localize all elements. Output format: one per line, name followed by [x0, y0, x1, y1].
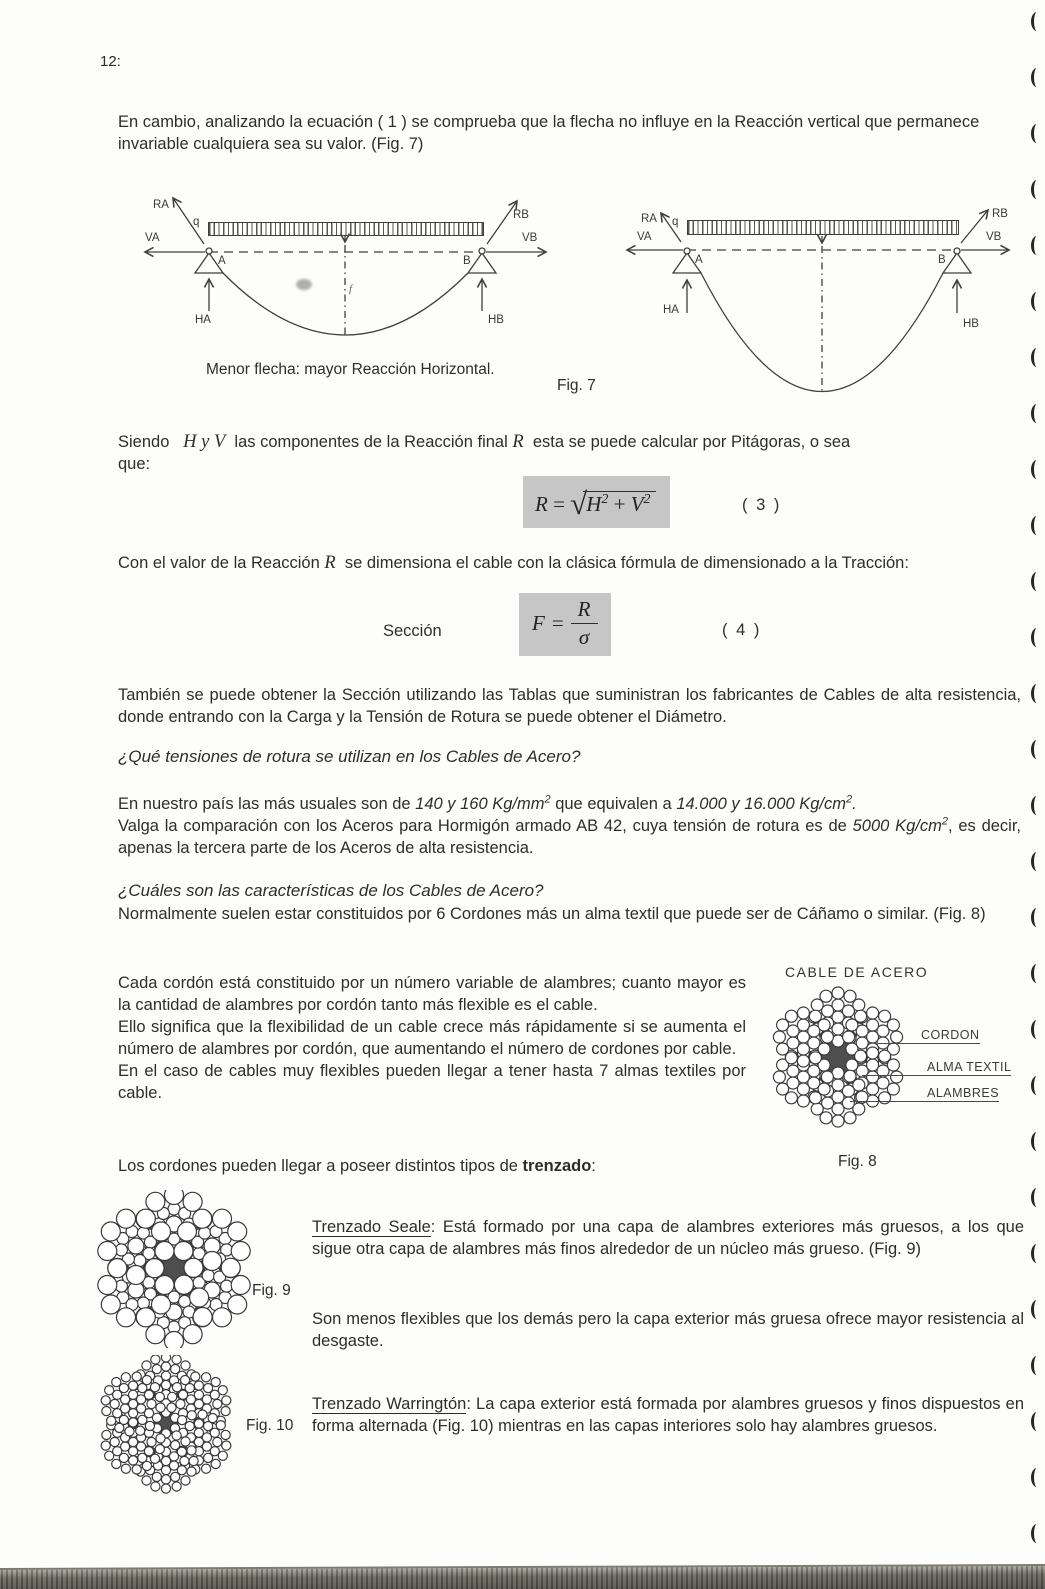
label-f-sag: f: [349, 283, 353, 295]
text-run: que equivalen a: [550, 795, 677, 813]
text-run: , es decir, apenas la tercera parte de los Aceros de alta resistencia.: [118, 817, 1022, 857]
formula3-r: R: [535, 492, 548, 516]
binding-hole-mark: [1031, 1412, 1043, 1431]
superscript: 2: [544, 793, 551, 806]
binding-hole-mark: [1031, 740, 1043, 759]
fig8-label: Fig. 8: [838, 1153, 877, 1170]
fig7-caption: Menor flecha: mayor Reacción Horizontal.: [206, 361, 495, 378]
text-run: Siendo: [118, 433, 170, 451]
label-va: VA: [637, 231, 652, 243]
label-b: B: [463, 255, 471, 267]
normalmente-paragraph: Normalmente suelen estar constituidos por 6 Cordones más un alma textil que puede ser de Cáñamo o similar. (Fig. 8): [118, 905, 986, 923]
fig7-right-diagram: [605, 180, 1035, 425]
tambien-paragraph: También se puede obtener la Sección utilizando las Tablas que suministran los fabricantes de Cables de alta resistencia, donde entrando con la Carga y la Tensión de Rotura se puede obtener el Diámetro.: [118, 686, 1021, 726]
binding-hole-mark: [1031, 124, 1043, 143]
seale-paragraph-2: Son menos flexibles que los demás pero la capa exterior más gruesa ofrece mayor resistencia al desgaste.: [312, 1310, 1024, 1350]
distributed-load-bar: [687, 220, 959, 235]
leader-line: [878, 1043, 921, 1044]
binding-hole-mark: [1031, 1524, 1043, 1543]
label-ra: RA: [641, 213, 657, 225]
formula3-plus: +: [613, 492, 626, 516]
warrington-title: Trenzado Warringtón: [312, 1395, 467, 1413]
binding-hole-mark: [1031, 1132, 1043, 1151]
fig8-cable-cross-section: [765, 984, 915, 1134]
label-q: q: [193, 216, 200, 228]
text-run: esta se puede calcular por Pitágoras, o sea: [532, 433, 851, 451]
fig9-label: Fig. 9: [252, 1282, 291, 1299]
formula4-numerator: R: [577, 597, 591, 621]
sqrt-symbol: √: [570, 486, 588, 521]
label-ha: HA: [663, 304, 679, 316]
binding-hole-mark: [1031, 348, 1043, 367]
trenzado-bold: trenzado: [522, 1157, 592, 1175]
binding-hole-mark: [1031, 796, 1043, 815]
text-run: : Está formado por una capa de alambres exteriores más gruesos, a los que sigue otra capa de alambres más finos alrededor de un núcleo más grueso. (Fig. 9): [312, 1218, 1024, 1258]
formula3-v-exp: 2: [643, 492, 651, 507]
label-hb: HB: [488, 314, 504, 326]
intro-paragraph: En cambio, analizando la ecuación ( 1 ) se comprueba que la flecha no influye en la Reacción vertical que permanece invariable cualquiera sea su valor. (Fig. 7): [118, 113, 980, 153]
fig8-title: CABLE DE ACERO: [785, 964, 929, 980]
cordon-p1: Cada cordón está constituido por un número variable de alambres; cuanto mayor es la cantidad de alambres por cordón tanto más flexible es el cable.: [118, 974, 746, 1014]
text-run: : La capa exterior está formada por alambres gruesos y finos dispuestos en forma alternada (Fig. 10) mientras en las capas interiores solo hay alambres gruesos.: [312, 1395, 1024, 1435]
label-hb: HB: [963, 318, 979, 330]
text-run: En nuestro país las más usuales son de: [118, 795, 416, 813]
text-run: las componentes de la Reacción final: [234, 433, 508, 451]
text-run: y: [201, 432, 210, 452]
text-run: Los cordones pueden llegar a poseer distintos tipos de: [118, 1157, 523, 1175]
formula-3-number: ( 3 ): [742, 496, 782, 514]
binding-hole-mark: [1031, 404, 1043, 423]
label-rb: RB: [513, 209, 529, 221]
text-run-italic: 5000 Kg/cm: [852, 817, 942, 835]
leader-line: [862, 1075, 927, 1076]
fig10-label: Fig. 10: [246, 1417, 294, 1434]
page-number: 12:: [100, 53, 121, 70]
superscript: 2: [941, 815, 948, 828]
cordon-p3: En el caso de cables muy flexibles pueden llegar a tener hasta 7 almas textiles por cable.: [118, 1062, 746, 1102]
scan-bottom-edge: [0, 1564, 1045, 1589]
siendo-paragraph: [118, 431, 1021, 475]
text-run: se dimensiona el cable con la clásica fórmula de dimensionado a la Tracción:: [344, 554, 909, 572]
text-run: que:: [118, 455, 151, 473]
label-vb: VB: [522, 232, 538, 244]
binding-hole-mark: [1031, 1244, 1043, 1263]
formula4-f: F: [532, 611, 545, 635]
label-ra: RA: [153, 199, 169, 211]
label-b: B: [938, 254, 946, 266]
text-run: .: [852, 795, 857, 813]
binding-hole-mark: [1031, 1468, 1043, 1487]
fig9-seale-cross-section: [92, 1190, 260, 1348]
label-va: VA: [145, 232, 160, 244]
formula3-h-exp: 2: [601, 492, 609, 507]
superscript: 2: [846, 793, 853, 806]
label-vb: VB: [986, 231, 1002, 243]
var-r: R: [324, 553, 336, 573]
binding-hole-mark: [1031, 1188, 1043, 1207]
seale-title: Trenzado Seale: [312, 1218, 431, 1236]
warrington-paragraph: [312, 1393, 1024, 1437]
binding-hole-mark: [1031, 1020, 1043, 1039]
binding-hole-mark: [1031, 852, 1043, 871]
binding-hole-mark: [1031, 1076, 1043, 1095]
binding-hole-mark: [1031, 236, 1043, 255]
cordon-p2: Ello significa que la flexibilidad de un cable crece más rápidamente si se aumenta el número de alambres por cordón, que aumentando el número de cordones por cable.: [118, 1018, 746, 1058]
binding-hole-mark: [1031, 684, 1043, 703]
binding-hole-mark: [1031, 1356, 1043, 1375]
formula3-eq: =: [553, 492, 565, 516]
formula-4-box: [519, 593, 611, 656]
fig8-label-cordon: CORDON: [921, 1028, 980, 1042]
binding-hole-mark: [1031, 908, 1043, 927]
seale-paragraph: [312, 1216, 1024, 1260]
binding-hole-mark: [1031, 516, 1043, 535]
binding-hole-mark: [1031, 460, 1043, 479]
var-r: R: [512, 432, 524, 452]
binding-hole-mark: [1031, 628, 1043, 647]
seccion-label: Sección: [383, 622, 442, 640]
formula4-denominator: σ: [578, 625, 590, 649]
binding-hole-mark: [1031, 180, 1043, 199]
formula-4-number: ( 4 ): [722, 621, 762, 639]
fig8-label-alma-textil: ALMA TEXTIL: [927, 1060, 1012, 1074]
binding-hole-mark: [1031, 964, 1043, 983]
label-rb: RB: [992, 208, 1008, 220]
label-ha: HA: [195, 314, 211, 326]
binding-hole-mark: [1031, 1300, 1043, 1319]
formula3-v: V: [630, 492, 644, 516]
question-tensiones: ¿Qué tensiones de rotura se utilizan en los Cables de Acero?: [118, 747, 581, 766]
label-a: A: [218, 255, 226, 267]
fig7-label: Fig. 7: [557, 377, 596, 394]
con-valor-paragraph: [118, 552, 1021, 574]
scan-stain: [296, 279, 312, 290]
text-run-italic: 14.000 y 16.000 Kg/cm: [676, 795, 847, 813]
cordon-paragraphs: [118, 972, 746, 1104]
trenzado-line: [118, 1155, 818, 1177]
question-caracteristicas: ¿Cuáles son las características de los Cables de Acero?: [118, 881, 544, 900]
label-q: q: [672, 216, 679, 228]
binding-hole-mark: [1031, 292, 1043, 311]
text-run: Valga la comparación con los Aceros para Hormigón armado AB 42, cuya tensión de rotura es de: [118, 817, 853, 835]
label-a: A: [695, 254, 703, 266]
pais-paragraph: [118, 793, 1021, 859]
binding-hole-mark: [1031, 68, 1043, 87]
text-run: :: [591, 1157, 596, 1175]
var-h: H: [183, 432, 197, 452]
binding-hole-mark: [1031, 572, 1043, 591]
formula3-h: H: [586, 492, 602, 516]
text-run: Con el valor de la Reacción: [118, 554, 320, 572]
fig10-warrington-cross-section: [93, 1355, 243, 1495]
text-run-italic: 140 y 160 Kg/mm: [415, 795, 545, 813]
leader-line: [850, 1101, 927, 1102]
formula-3-box: [523, 476, 670, 528]
binding-hole-mark: [1031, 12, 1043, 31]
var-v: V: [213, 432, 226, 452]
fig7-right-diagram-svg: [605, 180, 1035, 425]
distributed-load-bar: [208, 222, 484, 236]
fig8-label-alambres: ALAMBRES: [927, 1086, 1000, 1100]
formula4-eq: =: [551, 611, 564, 635]
